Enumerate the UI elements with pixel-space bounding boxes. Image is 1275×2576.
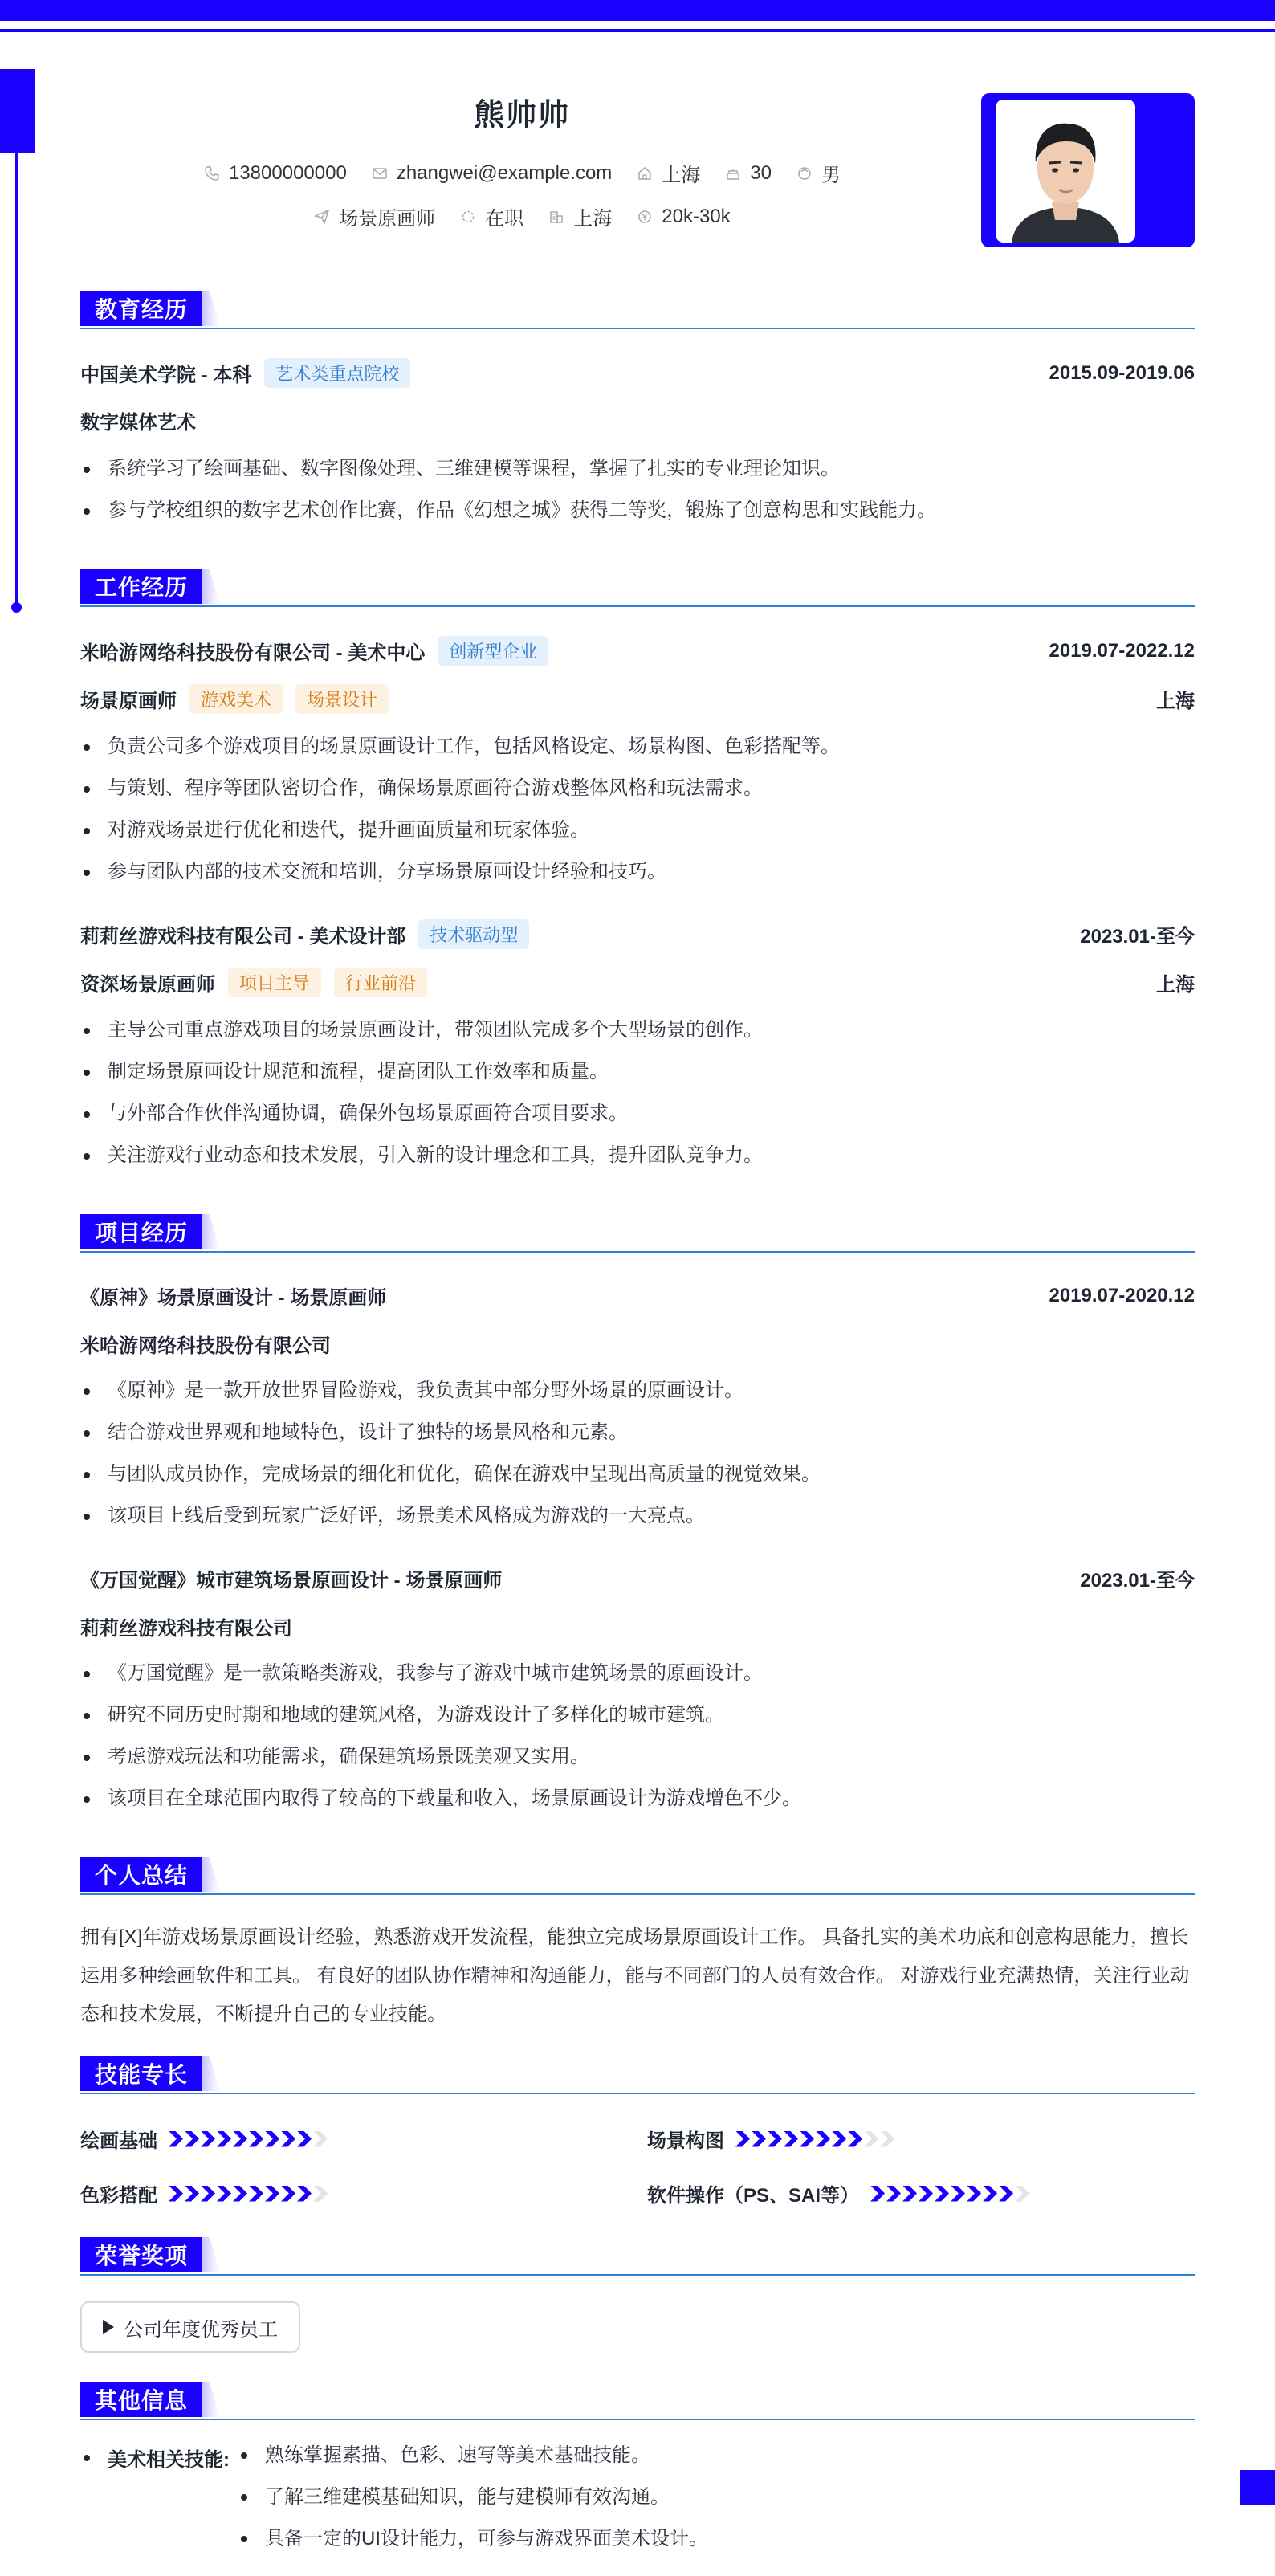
other-items [238, 2441, 708, 2566]
company-name: 莉莉丝游戏科技有限公司 - 美术设计部 [80, 926, 406, 948]
bullet-dot [84, 2455, 90, 2461]
list-item: 负责公司多个游戏项目的场景原画设计工作，包括风格设定、场景构图、色彩搭配等。 [80, 726, 1195, 768]
list-item: 主导公司重点游戏项目的场景原画设计，带领团队完成多个大型场景的创作。 [80, 1009, 1195, 1051]
summary-text: 拥有[X]年游戏场景原画设计经验，熟悉游戏开发流程，能独立完成场景原画设计工作。 具备扎实的美术功底和创意构思能力，擅长运用多种绘画软件和工具。 有良好的团队协作精神和沟通能力，能与不同部门的人员有效合作。 对游戏行业充满热情，关注行业动态和技术发展，不断提升自己的专业技能。 [80, 1926, 1190, 2025]
work-1-header-row [80, 636, 1195, 666]
project-company: 米哈游网络科技股份有限公司 [80, 1335, 331, 1357]
list-item: 关注游戏行业动态和技术发展，引入新的设计理念和工具，提升团队竞争力。 [80, 1135, 1195, 1176]
avatar [996, 100, 1135, 243]
skill-level [870, 2186, 1031, 2202]
chevron-filled-icon [784, 2131, 798, 2147]
skill-name: 色彩搭配 [80, 2185, 157, 2207]
chevron-filled-icon [217, 2131, 231, 2147]
project-title: 《原神》场景原画设计 - 场景原画师 [80, 1287, 387, 1309]
section-divider [80, 2274, 1195, 2276]
chevron-empty-icon [880, 2131, 894, 2147]
right-accent-tab [1240, 2470, 1275, 2505]
top-accent-bar [0, 0, 1275, 21]
email-text: zhangwei@example.com [396, 161, 613, 184]
triangle-right-icon [103, 2320, 114, 2334]
section-summary-label: 个人总结 [80, 1857, 202, 1892]
gender-icon [796, 165, 813, 182]
left-accent-tab [0, 69, 35, 153]
chevron-filled-icon [201, 2131, 215, 2147]
mail-icon [371, 165, 389, 182]
list-item: 该项目在全球范围内取得了较高的下载量和收入，场景原画设计为游戏增色不少。 [80, 1778, 1195, 1820]
send-icon [313, 208, 331, 226]
work-1-role-row [80, 684, 1195, 714]
section-projects [80, 1214, 220, 1249]
skill-item [80, 2179, 329, 2207]
chevron-empty-icon [313, 2186, 328, 2202]
section-other [80, 2382, 220, 2417]
company-tag: 创新型企业 [438, 636, 548, 666]
list-item: 与团队成员协作，完成场景的细化和优化，确保在游戏中呈现出高质量的视觉效果。 [80, 1453, 1195, 1495]
salary-item [636, 202, 730, 230]
list-item: 参与学校组织的数字艺术创作比赛，作品《幻想之城》获得二等奖，锻炼了创意构思和实践能力。 [80, 490, 1195, 532]
skill-level [735, 2131, 896, 2147]
chevron-filled-icon [832, 2131, 846, 2147]
chevron-filled-icon [870, 2186, 885, 2202]
role-tag: 项目主导 [228, 968, 321, 997]
left-timeline [15, 153, 18, 607]
work-1-bullets [80, 726, 1195, 893]
role-tag: 行业前沿 [334, 968, 427, 997]
position-item [313, 202, 435, 230]
work-date: 2019.07-2022.12 [1049, 639, 1195, 662]
education-bullets [80, 448, 1195, 532]
target-city-item [548, 202, 612, 230]
section-title-fade [202, 2056, 220, 2091]
section-other-label: 其他信息 [80, 2382, 202, 2417]
list-item: 与策划、程序等团队密切合作，确保场景原画符合游戏整体风格和玩法需求。 [80, 768, 1195, 809]
section-divider [80, 328, 1195, 329]
chevron-filled-icon [919, 2186, 933, 2202]
company-tag: 技术驱动型 [418, 919, 529, 949]
email-item [371, 159, 613, 187]
chevron-filled-icon [249, 2186, 263, 2202]
chevron-filled-icon [185, 2131, 199, 2147]
list-item: 参与团队内部的技术交流和培训，分享场景原画设计经验和技巧。 [80, 851, 1195, 893]
project-company: 莉莉丝游戏科技有限公司 [80, 1618, 292, 1640]
chevron-filled-icon [169, 2186, 183, 2202]
chevron-filled-icon [800, 2131, 814, 2147]
section-work [80, 569, 220, 604]
chevron-filled-icon [848, 2131, 862, 2147]
section-skills [80, 2056, 220, 2091]
work-date: 2023.01-至今 [1080, 926, 1195, 948]
status-item [459, 202, 523, 230]
chevron-filled-icon [983, 2186, 997, 2202]
project-date: 2019.07-2020.12 [1049, 1284, 1195, 1306]
list-item: 制定场景原画设计规范和流程，提高团队工作效率和质量。 [80, 1051, 1195, 1093]
building-icon [548, 208, 565, 226]
contact-row-2 [80, 202, 963, 230]
section-honors-label: 荣誉奖项 [80, 2237, 202, 2272]
chevron-filled-icon [768, 2131, 782, 2147]
chevron-empty-icon [864, 2131, 878, 2147]
section-education-label: 教育经历 [80, 291, 202, 326]
project-2-company-row [80, 1612, 1195, 1641]
section-title-fade [202, 291, 220, 326]
chevron-filled-icon [281, 2186, 295, 2202]
chevron-filled-icon [201, 2186, 215, 2202]
phone-item [203, 159, 347, 187]
city-item [636, 159, 700, 187]
school-name: 中国美术学院 - 本科 [80, 365, 252, 386]
list-item: 具备一定的UI设计能力，可参与游戏界面美术设计。 [238, 2525, 708, 2566]
skill-level [169, 2186, 329, 2202]
work-location: 上海 [1156, 691, 1195, 712]
education-date: 2015.09-2019.06 [1049, 361, 1195, 384]
list-item: 系统学习了绘画基础、数字图像处理、三维建模等课程，掌握了扎实的专业理论知识。 [80, 448, 1195, 490]
list-item: 对游戏场景进行优化和迭代，提升画面质量和玩家体验。 [80, 809, 1195, 851]
status-icon [459, 208, 477, 226]
timeline-dot [11, 602, 22, 613]
company-name: 米哈游网络科技股份有限公司 - 美术中心 [80, 642, 426, 664]
chevron-filled-icon [249, 2131, 263, 2147]
list-item: 《原神》是一款开放世界冒险游戏，我负责其中部分野外场景的原画设计。 [80, 1370, 1195, 1412]
section-education [80, 291, 220, 326]
chevron-filled-icon [886, 2186, 901, 2202]
award-label: 公司年度优秀员工 [124, 2318, 278, 2341]
chevron-filled-icon [935, 2186, 949, 2202]
section-summary [80, 1857, 220, 1892]
section-divider [80, 605, 1195, 607]
chevron-filled-icon [265, 2131, 279, 2147]
project-1-company-row [80, 1330, 1195, 1358]
role-name: 场景原画师 [80, 691, 177, 712]
work-location: 上海 [1156, 974, 1195, 996]
age-item [724, 159, 772, 187]
education-header-row [80, 358, 1195, 388]
other-key-label: 美术相关技能: [108, 2449, 230, 2471]
work-2-header-row [80, 919, 1195, 949]
chevron-empty-icon [1015, 2186, 1029, 2202]
list-item: 研究不同历史时期和地域的建筑风格，为游戏设计了多样化的城市建筑。 [80, 1694, 1195, 1736]
project-title: 《万国觉醒》城市建筑场景原画设计 - 场景原画师 [80, 1570, 503, 1592]
section-divider [80, 1893, 1195, 1895]
major-name: 数字媒体艺术 [80, 412, 196, 434]
chevron-filled-icon [735, 2131, 750, 2147]
list-item: 结合游戏世界观和地域特色，设计了独特的场景风格和元素。 [80, 1412, 1195, 1453]
list-item: 熟练掌握素描、色彩、速写等美术基础技能。 [238, 2441, 708, 2483]
skill-name: 软件操作（PS、SAI等） [647, 2185, 860, 2207]
section-title-fade [202, 2237, 220, 2272]
list-item: 考虑游戏玩法和功能需求，确保建筑场景既美观又实用。 [80, 1736, 1195, 1778]
role-name: 资深场景原画师 [80, 974, 215, 996]
section-title-fade [202, 1214, 220, 1249]
chevron-empty-icon [313, 2131, 328, 2147]
skill-item [647, 2179, 1031, 2207]
skill-name: 场景构图 [647, 2130, 724, 2152]
chevron-filled-icon [752, 2131, 766, 2147]
chevron-filled-icon [951, 2186, 965, 2202]
chevron-filled-icon [233, 2186, 247, 2202]
list-item: 与外部合作伙伴沟通协调，确保外包场景原画符合项目要求。 [80, 1093, 1195, 1135]
list-item: 《万国觉醒》是一款策略类游戏，我参与了游戏中城市建筑场景的原画设计。 [80, 1653, 1195, 1694]
age-text: 30 [750, 161, 772, 184]
status-text: 在职 [485, 208, 524, 230]
project-1-bullets [80, 1370, 1195, 1537]
chevron-filled-icon [297, 2131, 312, 2147]
skill-level [169, 2131, 329, 2147]
project-2-header-row [80, 1564, 1195, 1592]
position-text: 场景原画师 [339, 208, 436, 230]
skill-item [647, 2125, 896, 2153]
role-tag: 游戏美术 [189, 684, 283, 714]
chevron-filled-icon [233, 2131, 247, 2147]
target-city-text: 上海 [573, 208, 613, 230]
skill-name: 绘画基础 [80, 2130, 157, 2152]
contact-row-1 [80, 159, 963, 187]
chevron-filled-icon [185, 2186, 199, 2202]
work-2-bullets [80, 1009, 1195, 1176]
section-divider [80, 2419, 1195, 2420]
chevron-filled-icon [967, 2186, 981, 2202]
chevron-filled-icon [816, 2131, 830, 2147]
home-icon [636, 165, 654, 182]
coin-icon [636, 208, 654, 226]
section-title-fade [202, 569, 220, 604]
project-1-header-row [80, 1282, 1195, 1310]
role-tag: 场景设计 [295, 684, 389, 714]
chevron-filled-icon [169, 2131, 183, 2147]
section-projects-label: 项目经历 [80, 1214, 202, 1249]
work-2-role-row [80, 968, 1195, 997]
skill-item [80, 2125, 329, 2153]
section-skills-label: 技能专长 [80, 2056, 202, 2091]
project-2-bullets [80, 1653, 1195, 1820]
chevron-filled-icon [902, 2186, 917, 2202]
education-major-row [80, 406, 1195, 434]
school-tag: 艺术类重点院校 [264, 358, 410, 388]
list-item: 该项目上线后受到玩家广泛好评，场景美术风格成为游戏的一大亮点。 [80, 1495, 1195, 1537]
chevron-filled-icon [281, 2131, 295, 2147]
chevron-filled-icon [265, 2186, 279, 2202]
top-accent-line [0, 29, 1275, 32]
section-divider [80, 2093, 1195, 2094]
phone-icon [203, 165, 221, 182]
section-divider [80, 1251, 1195, 1253]
chevron-filled-icon [999, 2186, 1013, 2202]
other-key [80, 2444, 230, 2472]
avatar-portrait-icon [996, 100, 1135, 243]
section-title-fade [202, 2382, 220, 2417]
list-item: 了解三维建模基础知识，能与建模师有效沟通。 [238, 2483, 708, 2525]
candidate-name: 熊帅帅 [473, 99, 570, 132]
city-text: 上海 [662, 165, 701, 186]
gender-item [796, 159, 841, 187]
project-date: 2023.01-至今 [1080, 1570, 1195, 1592]
gender-text: 男 [821, 165, 841, 186]
salary-text: 20k-30k [662, 205, 731, 227]
section-work-label: 工作经历 [80, 569, 202, 604]
phone-text: 13800000000 [228, 161, 347, 184]
chevron-filled-icon [297, 2186, 312, 2202]
section-honors [80, 2237, 220, 2272]
award-item[interactable] [80, 2301, 300, 2353]
chevron-filled-icon [217, 2186, 231, 2202]
cake-icon [724, 165, 742, 182]
section-title-fade [202, 1857, 220, 1892]
